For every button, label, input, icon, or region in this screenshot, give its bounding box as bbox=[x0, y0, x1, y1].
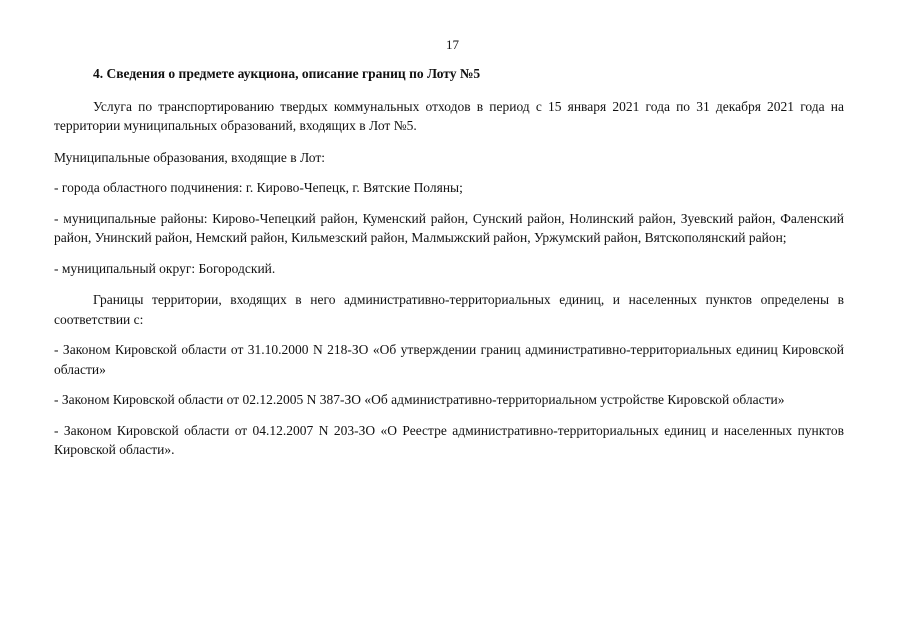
law-item-1: - Законом Кировской области от 31.10.2000 N 218-ЗО «Об утверждении границ административно-территориальных единиц Кировской области» bbox=[54, 342, 844, 377]
okrug-item: - муниципальный округ: Богородский. bbox=[54, 260, 276, 276]
service-paragraph: Услуга по транспортированию твердых коммунальных отходов в период с 15 января 2021 года по 31 декабря 2021 года на территории муниципальных образований, входящих в Лот №5. bbox=[54, 98, 844, 133]
law-item-2: - Законом Кировской области от 02.12.2005 N 387-ЗО «Об административно-территориальном устройстве Кировской области» bbox=[54, 392, 785, 407]
law-item-3: - Законом Кировской области от 04.12.2007 N 203-ЗО «О Реестре административно-территориальных единиц и населенных пунктов Кировской области». bbox=[54, 422, 844, 457]
page-number: 17 bbox=[446, 37, 459, 52]
municipalities-intro: Муниципальные образования, входящие в Лот: bbox=[54, 149, 325, 165]
section-heading: 4. Сведения о предмете аукциона, описание границ по Лоту №5 bbox=[93, 66, 481, 81]
borders-intro: Границы территории, входящих в него административно-территориальных единиц, и населенных пунктов определены в соответствии с: bbox=[54, 292, 844, 327]
document-body bbox=[54, 64, 844, 460]
cities-item: - города областного подчинения: г. Кирово-Чепецк, г. Вятские Поляны; bbox=[54, 180, 463, 195]
districts-item: - муниципальные районы: Кирово-Чепецкий район, Куменский район, Сунский район, Нолинский район, Зуевский район, Фаленский район, Унинский район, Немский район, Кильмезский район, Малмыжский район, Уржумский район, Вятскополянский район; bbox=[54, 210, 844, 245]
